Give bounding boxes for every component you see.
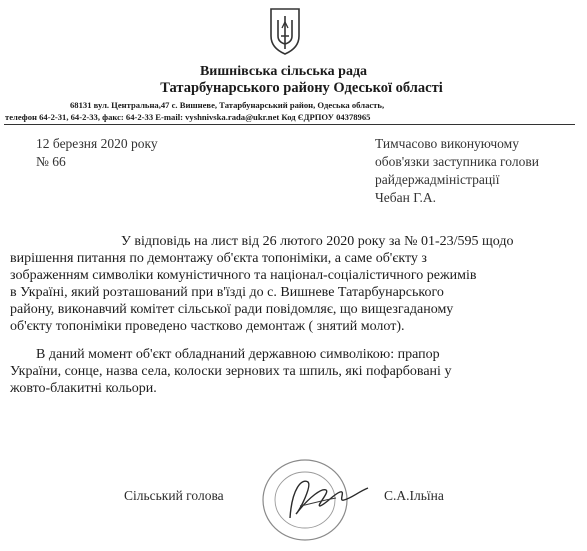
body-line: жовто-блакитні кольори.: [10, 381, 157, 396]
body-line: вирішення питання по демонтажу об'єкта топоніміки, а саме об'єкту з: [10, 251, 427, 266]
org-contacts: телефон 64-2-31, 64-2-33, факс: 64-2-33 E-mail: vyshnivska.rada@ukr.net Код ЄДРПОУ 04378965: [5, 112, 371, 122]
trident-emblem-icon: [267, 6, 303, 56]
signatory-title: Сільський голова: [124, 488, 224, 503]
body-line: У відповідь на лист від 26 лютого 2020 року за № 01-23/595 щодо: [121, 234, 514, 249]
header-divider: [4, 124, 575, 125]
org-region: Татарбунарського району Одеської області: [160, 80, 443, 96]
body-line: в Україні, який розташований при в'їзді до с. Вишневе Татарбунарського: [10, 285, 444, 300]
letter-date: 12 березня 2020 року: [36, 136, 158, 151]
addressee-line: обов'язки заступника голови: [375, 154, 539, 169]
body-line: району, виконавчий комітет сільської ради повідомляє, що вищезгаданому: [10, 302, 454, 317]
addressee-line: райдержадміністрації: [375, 172, 500, 187]
signature-stamp: [250, 448, 380, 548]
addressee-line: Тимчасово виконуючому: [375, 136, 519, 151]
body-line: України, сонце, назва села, колоски зернових та шпиль, які пофарбовані у: [10, 364, 452, 379]
signatory-name: С.А.Ільїна: [384, 488, 444, 503]
body-line: В даний момент об'єкт обладнаний державною символікою: прапор: [36, 347, 440, 362]
addressee-line: Чебан Г.А.: [375, 190, 437, 205]
body-line: зображенням символіки комуністичного та націонал-соціалістичного режимів: [10, 268, 477, 283]
org-name: Вишнівська сільська рада: [199, 64, 368, 79]
letter-number: № 66: [36, 154, 66, 169]
org-address: 68131 вул. Центральна,47 с. Вишневе, Татарбунарський район, Одеська область,: [70, 100, 385, 110]
body-line: об'єкту топоніміки проведено частково демонтаж ( знятий молот).: [10, 319, 405, 334]
